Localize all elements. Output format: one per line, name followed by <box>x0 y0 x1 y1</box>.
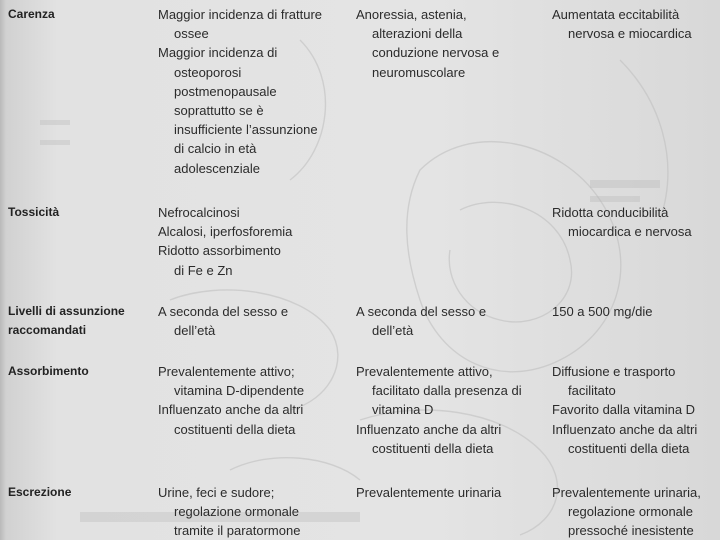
cell-line: nervosa e miocardica <box>568 26 692 42</box>
cell-line: costituenti della dieta <box>174 421 296 437</box>
cell-line: 150 a 500 mg/die <box>552 304 653 319</box>
cell-line: Maggior incidenza di fratture <box>158 7 323 22</box>
cell-magnesio <box>552 203 692 241</box>
cell-fosforo <box>356 5 499 82</box>
cell-fosforo <box>356 362 522 458</box>
cell-line: A seconda del sesso e <box>356 304 487 319</box>
cell-line: Prevalentemente urinaria, <box>552 485 701 500</box>
cell-line: Maggior incidenza di <box>158 45 278 61</box>
cell-magnesio <box>552 483 701 540</box>
cell-line: vitamina D <box>372 402 434 418</box>
row-header: Livelli di assunzione raccomandati <box>8 304 125 337</box>
cell-line: Alcalosi, iperfosforemia <box>158 224 293 240</box>
cell-line: Prevalentemente urinaria <box>356 485 502 500</box>
cell-line: postmenopausale <box>174 83 277 99</box>
cell-calcio <box>158 203 292 280</box>
cell-line: neuromuscolare <box>372 64 466 80</box>
cell-fosforo <box>356 483 501 502</box>
cell-line: Nefrocalcinosi <box>158 205 240 220</box>
cell-calcio <box>158 302 288 340</box>
cell-line: di calcio in età <box>174 141 257 157</box>
row-header: Carenza <box>8 7 55 21</box>
cell-line: Influenzato anche da altri <box>552 421 698 437</box>
cell-line: pressoché inesistente <box>568 523 694 539</box>
cell-line: di Fe e Zn <box>174 262 233 278</box>
left-page-shadow <box>0 0 6 540</box>
cell-line: Influenzato anche da altri <box>356 421 502 437</box>
cell-line: facilitato dalla presenza di <box>372 383 522 399</box>
cell-line: facilitato <box>568 383 616 399</box>
cell-line: ossee <box>174 26 209 42</box>
cell-line: dell’età <box>174 323 216 339</box>
cell-line: Prevalentemente attivo, <box>356 364 493 379</box>
cell-line: vitamina D-dipendente <box>174 383 305 399</box>
cell-line: costituenti della dieta <box>372 440 494 456</box>
cell-line: regolazione ormonale <box>174 504 300 520</box>
cell-line: insufficiente l’assunzione <box>174 122 318 138</box>
cell-magnesio <box>552 5 692 43</box>
cell-magnesio <box>552 362 697 458</box>
cell-line: tramite il paratormone <box>174 523 301 539</box>
cell-line: A seconda del sesso e <box>158 304 289 319</box>
cell-line: Prevalentemente attivo; <box>158 364 295 379</box>
cell-line: miocardica e nervosa <box>568 224 692 240</box>
cell-line: adolescenziale <box>174 160 261 176</box>
cell-line: Diffusione e trasporto <box>552 364 676 379</box>
cell-line: Aumentata eccitabilità <box>552 7 680 22</box>
cell-line: Ridotta conducibilità <box>552 205 669 220</box>
cell-calcio <box>158 483 300 540</box>
cell-line: soprattutto se è <box>174 103 264 119</box>
row-header: Tossicità <box>8 205 60 219</box>
cell-line: osteoporosi <box>174 64 242 80</box>
cell-fosforo <box>356 302 486 340</box>
cell-line: dell’età <box>372 323 414 339</box>
cell-line: Urine, feci e sudore; <box>158 485 275 500</box>
row-header: Escrezione <box>8 485 72 499</box>
cell-calcio <box>158 5 322 178</box>
cell-magnesio <box>552 302 652 321</box>
cell-line: Influenzato anche da altri <box>158 402 304 418</box>
cell-line: Favorito dalla vitamina D <box>552 402 696 418</box>
cell-line: Anoressia, astenia, <box>356 7 467 22</box>
cell-calcio <box>158 362 304 439</box>
row-header: Assorbimento <box>8 364 89 378</box>
cell-line: Ridotto assorbimento <box>158 243 281 259</box>
cell-line: costituenti della dieta <box>568 440 690 456</box>
cell-line: regolazione ormonale <box>568 504 694 520</box>
cell-line: alterazioni della <box>372 26 463 42</box>
cell-line: conduzione nervosa e <box>372 45 500 61</box>
